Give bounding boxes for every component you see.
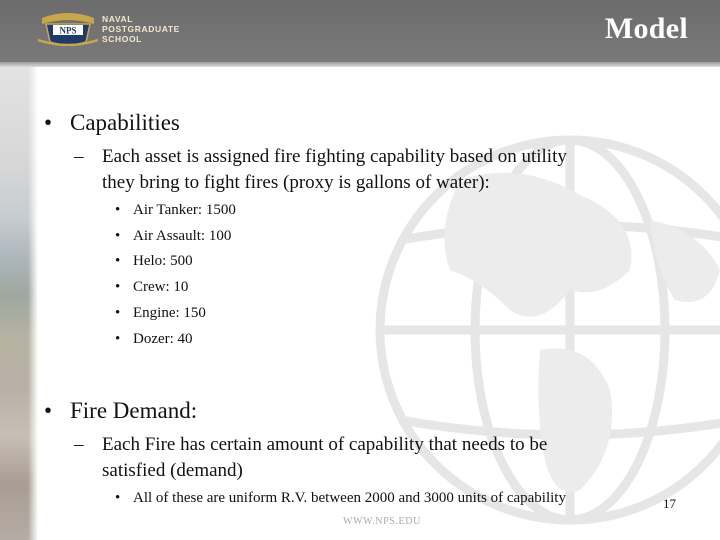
capability-item: Dozer: 40 xyxy=(133,331,193,347)
fire-demand-item: All of these are uniform R.V. between 2000 and 3000 units of capability xyxy=(133,490,566,506)
list-item xyxy=(115,253,193,270)
slide-title: Model xyxy=(604,12,688,45)
bullet-symbol: • xyxy=(115,202,121,218)
bullet-symbol: • xyxy=(44,110,53,135)
capabilities-sub-line-2: they bring to fight fires (proxy is gallons of water): xyxy=(102,172,490,193)
logo-badge-text: NPS xyxy=(59,25,77,36)
list-item xyxy=(115,490,566,507)
bullet-symbol: • xyxy=(44,398,53,423)
list-item xyxy=(115,331,193,348)
fire-demand-sub-line-1: Each Fire has certain amount of capability that needs to be xyxy=(102,434,548,455)
capability-item: Engine: 150 xyxy=(133,305,206,321)
bullet-symbol: • xyxy=(115,228,121,244)
bullet-fire-demand-label: Fire Demand: xyxy=(70,398,198,423)
list-item xyxy=(115,202,236,219)
logo-line-3: SCHOOL xyxy=(102,34,142,44)
logo-line-2: POSTGRADUATE xyxy=(102,24,180,34)
capability-item: Helo: 500 xyxy=(133,253,193,269)
list-item xyxy=(115,305,206,322)
fire-demand-subpoint xyxy=(74,432,548,484)
fire-demand-sub-line-2: satisfied (demand) xyxy=(102,460,243,481)
list-item xyxy=(115,228,232,245)
dash-symbol: – xyxy=(74,434,84,455)
bullet-symbol: • xyxy=(115,305,121,321)
bullet-capabilities xyxy=(44,110,180,136)
bullet-symbol: • xyxy=(115,253,121,269)
bullet-symbol: • xyxy=(115,331,121,347)
logo-line-1: NAVAL xyxy=(102,14,134,24)
capability-item: Air Assault: 100 xyxy=(133,228,232,244)
capability-item: Air Tanker: 1500 xyxy=(133,202,236,218)
bullet-capabilities-label: Capabilities xyxy=(70,110,180,135)
bullet-symbol: • xyxy=(115,490,121,506)
bullet-fire-demand xyxy=(44,398,198,424)
footer-url: WWW.NPS.EDU xyxy=(343,516,421,527)
list-item xyxy=(115,279,189,296)
dash-symbol: – xyxy=(74,146,84,167)
capability-item: Crew: 10 xyxy=(133,279,189,295)
capabilities-subpoint xyxy=(74,144,567,196)
capabilities-sub-line-1: Each asset is assigned fire fighting capability based on utility xyxy=(102,146,567,167)
bullet-symbol: • xyxy=(115,279,121,295)
page-number: 17 xyxy=(663,496,676,511)
